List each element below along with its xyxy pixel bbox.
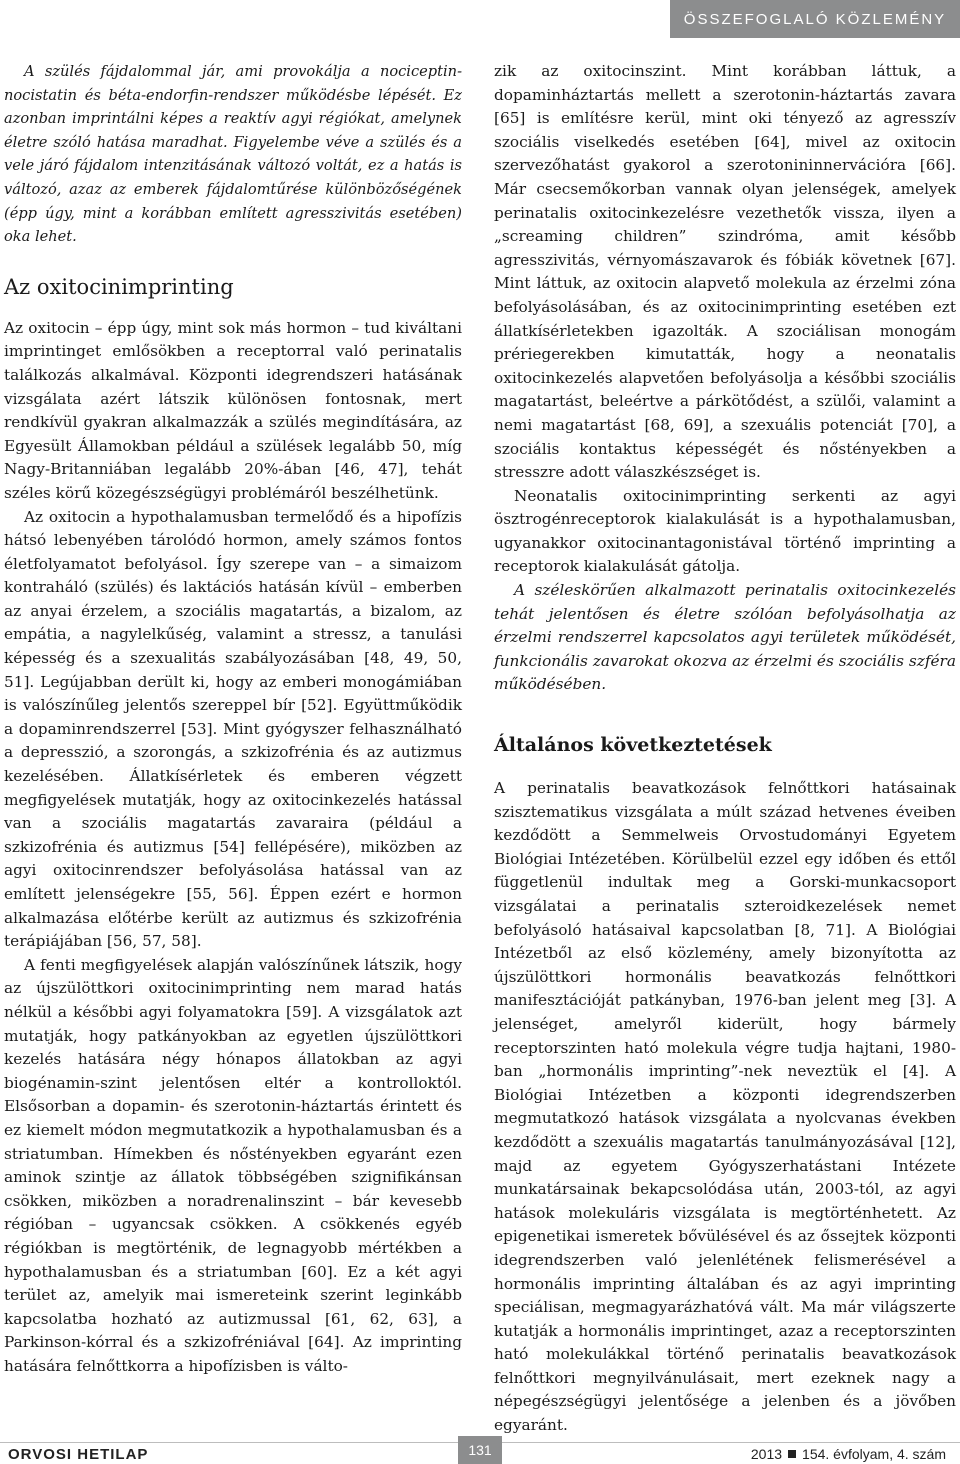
body-paragraph: Az oxitocin a hypothalamusban termelődő és a hipofízis hátsó lebenyében tárolódó hormon, amely számos fontos életfolyamatot befolyásol. Így szerepe van – a simaizom kontraháló (szülés) és laktációs hatásán kívül – emberben az anyai érzelem, a szociális magatartás, a bizalom, az empátia, a nagylelkűség, valamint a stressz, a tanulási képesség és a szexualitás szabályozásában [48, 49, 50, 51]. Legújabban derült ki, hogy az emberi monogámiában is valószínűleg jelentős szereppel bír [52]. Együttműködik a dopaminrendszerrel [53]. Mint gyógyszer felhasználható a depresszió, a szorongás, a szkizofrénia és az autizmus kezelésében. Állatkísérletek és emberen végzett megfigyelések mutatják, hogy az oxitocinkezelés hatással van a szociális magatartás zavaraira (például a szkizofrénia és autizmus [54] fellépésére), miközben az agyi oxitocinrendszer befolyásolása hatással van az említett jelenségekre [55, 56]. Éppen ezért e hormon alkalmazása előtérbe került az autizmus és szkizofrénia terápiájában [56, 57, 58]. bbox=[4, 507, 462, 951]
separator-square-icon bbox=[788, 1450, 796, 1458]
emphasis-paragraph: A széleskörűen alkalmazott perinatalis oxitocinkezelés tehát jelentősen és életre szólóan befolyásolhatja az érzelmi rendszerrel kapcsolatos agyi területek működését, funkcionális zavarokat okozva az érzelmi és szociális szféra működésében. bbox=[494, 581, 956, 694]
right-column bbox=[494, 60, 956, 1438]
issue-year: 2013 bbox=[750, 1446, 783, 1462]
issue-volume: 154. évfolyam, 4. szám bbox=[802, 1446, 946, 1462]
section-header bbox=[670, 0, 960, 38]
page-number-text: 131 bbox=[468, 1442, 492, 1458]
issue-info bbox=[751, 1446, 946, 1462]
section-title: ÖSSZEFOGLALÓ KÖZLEMÉNY bbox=[683, 10, 947, 28]
intro-paragraph: A szülés fájdalommal jár, ami provokálja a nociceptin-nocistatin és béta-endorfin-rendszer működésbe lépését. Ez azonban imprintálni képes a reaktív agyi régiókat, amelynek életre szóló hatása maradhat. Figyelembe véve a szülés és a vele járó fájdalom intenzitásának változó voltát, ez a hatás is változó, azaz az emberek fájdalomtűrése különbözőségének (épp úgy, mint a korábban említett agresszivitás esetében) oka lehet. bbox=[4, 63, 462, 246]
journal-name: ORVOSI HETILAP bbox=[8, 1446, 149, 1463]
body-paragraph: A perinatalis beavatkozások felnőttkori hatásainak szisztematikus vizsgálata a múlt század hetvenes éveiben kezdődött a Semmelweis Orvostudományi Egyetem Biológiai Intézetében. Körülbelül ezzel egy időben és ettől függetlenül indultak meg a Gorski-munkacsoport vizsgálatai a perinatalis szteroidkezelések nemet befolyásoló hatásaival kapcsolatban [8, 71]. A Biológiai Intézetből az első közlemény, amely bizonyította az újszülöttkori hormonális beavatkozás felnőttkori manifesztációját patkányban, 1976-ban jelent meg [3]. A jelenséget, amelyről kiderült, hogy bármely receptorszinten ható molekula végre tudja hajtani, 1980-ban „hormonális imprinting”-nek neveztük el [4]. A Biológiai Intézetben a központi idegrendszerben megmutatkozó hatások vizsgálata a nyolcvanas években kezdődött a szexuális magatartás tanulmányozásával [12], majd az egyetem Gyógyszerhatástani Intézete munkatársainak bekapcsolódása után, 2003-tól, az agyi hatások molekuláris vizsgálata is megtörténhetett. Az epigenetikai ismeretek bővülésével és az őssejtek központi idegrendszerben való jelenlétének felismerésével a hormonális imprinting általában és az agyi imprinting speciálisan, megmagyarázhatóvá vált. Ma már világszerte kutatják a hormonális imprintinget, azaz a receptorszinten ható molekulákkal történő perinatalis beavatkozások felnőttkori megnyilvánulásait, mert ezeknek nagy a népegészségügyi jelentősége a jelenben és a jövőben egyaránt. bbox=[494, 779, 956, 1435]
page-number bbox=[458, 1436, 502, 1464]
left-column bbox=[4, 60, 462, 1378]
body-paragraph: A fenti megfigyelések alapján valószínűnek látszik, hogy az újszülöttkori oxitocinimprinting nem marad hatás nélkül a későbbi agyi folyamatokra [59]. A vizsgálatok azt mutatják, hogy patkányokban az egyetlen újszülöttkori kezelés hatására négy hónapos állatokban az agyi biogénamin-szint jelentősen eltér a kontrolloktól. Elsősorban a dopamin- és szerotonin-háztartás érintett és ez kiemelt módon megmutatkozik a hypothalamusban és a striatumban. Hímekben és nőstényekben egyaránt ezen aminok szintje az állatok többségében szignifikánsan csökken, miközben a noradrenalinszint – bár kevesebb régióban – ugyancsak csökken. A csökkenés egyéb régiókban is megtörténik, de legnagyobb mértékben a hypothalamusban és a striatumban [60]. Ez a két agyi terület az, amelyik mai ismereteink szerint leginkább kapcsolatba hozható az autizmussal [61, 62, 63], a Parkinson-kórral és a szkizofréniával [64]. Az imprinting hatására felnőttkorra a hipofízisben is válto- bbox=[4, 955, 462, 1375]
page-footer bbox=[0, 1420, 960, 1464]
section-heading-oxitocinimprinting: Az oxitocinimprinting bbox=[4, 274, 234, 299]
body-paragraph: Neonatalis oxitocinimprinting serkenti az agyi ösztrogénreceptorok kialakulását is a hypothalamusban, ugyanakkor oxitocinantagonistával történő imprinting a receptorok kialakulását gátolja. bbox=[494, 486, 956, 576]
body-paragraph: zik az oxitocinszint. Mint korábban láttuk, a dopaminháztartás mellett a szerotonin-háztartás zavara [65] is említésre kerül, mint oki tényező az agresszív szociális viselkedés esetében [64], mivel az oxitocin szervezőhatást gyakorol a szerotonininnervációra [66]. Már csecsemőkorban vannak olyan jelenségek, amelyek perinatalis oxitocinkezelésre vezethetők vissza, ilyen a „screaming children” szindróma, amit később agresszivitás, vérnyomászavarok és fóbiák követnek [67]. Mint láttuk, az oxitocin alapvető molekula az érzelmi zóna befolyásolásában, és az oxitocinimprinting esetében ezt állatkísérletekben igazolták. A szociálisan monogám prériegerekben kimutatták, hogy a neonatalis oxitocinkezelés alapvetően befolyásolja a későbbi szociális magatartást, beleértve a párkötődést, a szülői, valamint a nemi magatartást [68, 69], a szexuális potenciát [70], a szociális kontaktus képességét és nőstényekben a stresszre adott válaszkészséget is. bbox=[494, 62, 956, 482]
section-heading-conclusions: Általános következtetések bbox=[494, 734, 772, 757]
body-paragraph: Az oxitocin – épp úgy, mint sok más hormon – tud kiváltani imprintinget emlősökben a receptorral való perinatalis találkozás alkalmával. Központi idegrendszeri hatásának vizsgálata azért látszik különösen fontosnak, mert rendkívül gyakran alkalmazzák a szülés megindítására, az Egyesült Államokban például a szülések legalább 50, míg Nagy-Britanniában legalább 20%-ában [46, 47], tehát széles körű közegészségügyi problémáról beszélhetünk. bbox=[4, 318, 462, 502]
